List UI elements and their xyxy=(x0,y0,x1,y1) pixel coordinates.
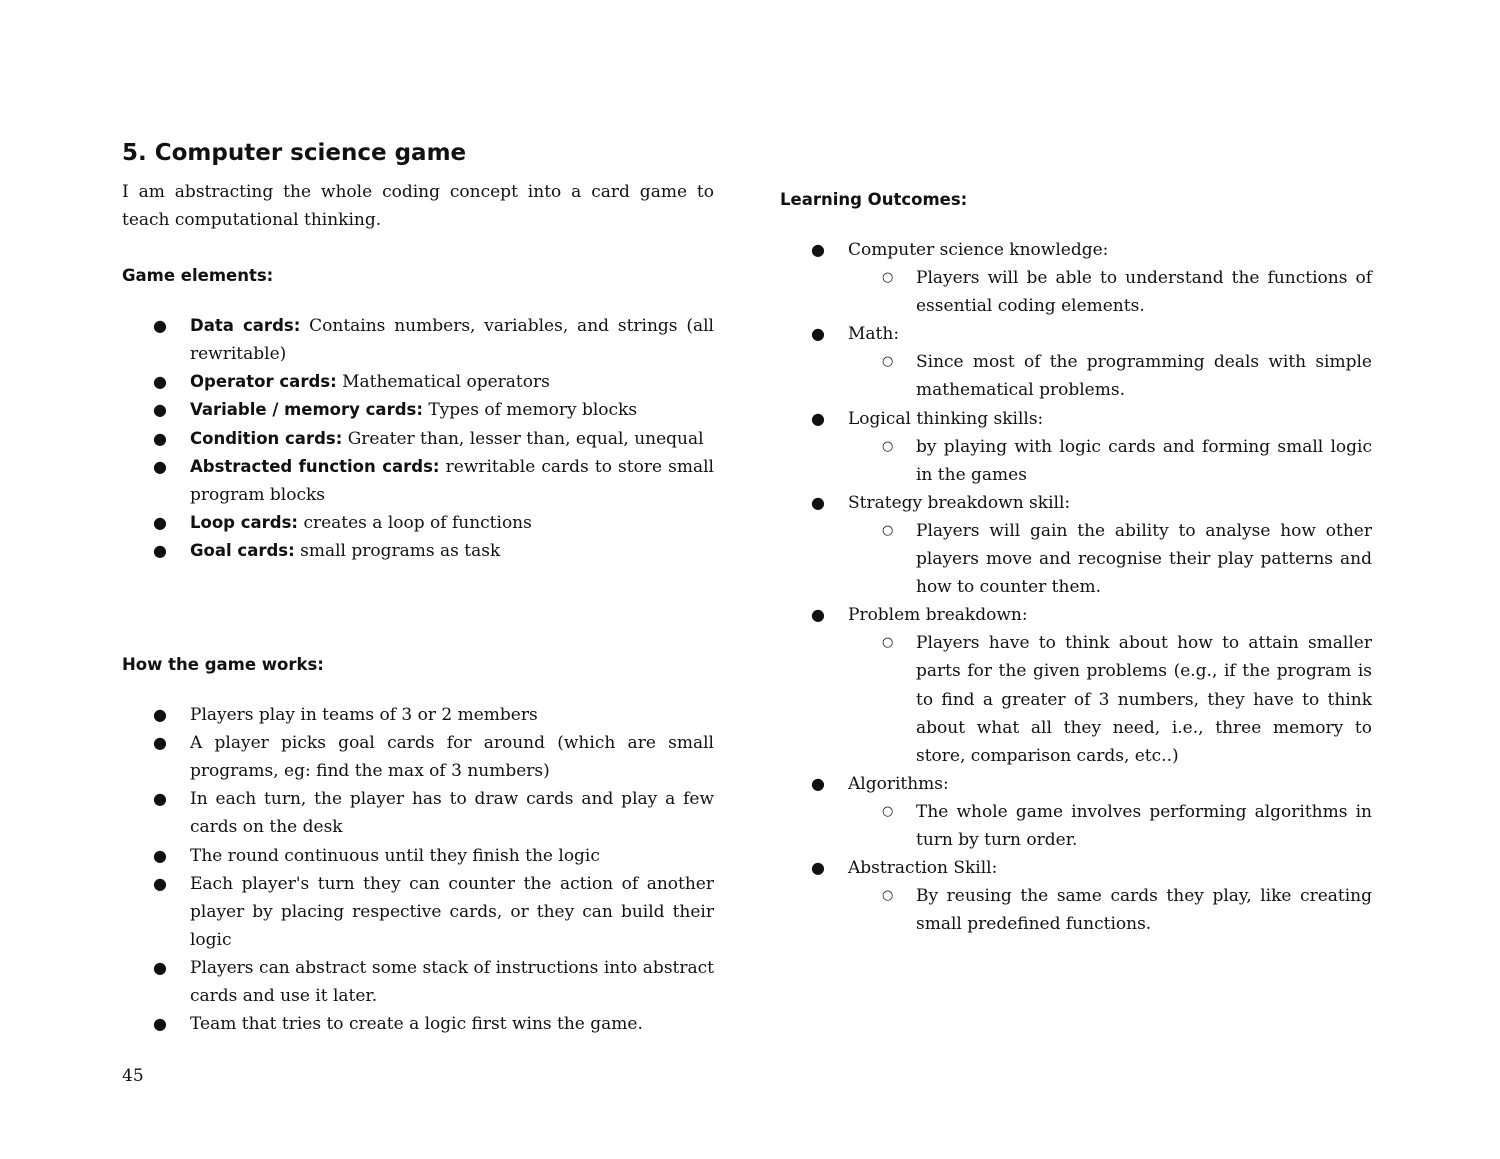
outcome-label: Computer science knowledge: xyxy=(848,240,1109,260)
item-text: Each player's turn they can counter the action of another player by placing respective cards, or they can build their logic xyxy=(190,873,714,950)
sub-list xyxy=(848,433,1372,489)
bullet-icon: ● xyxy=(153,873,167,893)
sub-list-item xyxy=(848,629,1372,769)
outcome-strategy-breakdown xyxy=(780,489,1372,601)
sub-list-item xyxy=(848,798,1372,854)
item-text: Contains numbers, variables, and strings (all rewritable) xyxy=(190,316,714,365)
item-text: rewritable cards to store small program blocks xyxy=(190,456,714,505)
sub-item-text: by playing with logic cards and forming small logic in the games xyxy=(916,436,1372,485)
item-key: Condition cards: xyxy=(190,428,343,448)
outcome-label: Math: xyxy=(848,324,900,345)
list-item xyxy=(122,870,714,954)
list-item-loop-cards xyxy=(122,509,714,537)
item-text: A player picks goal cards for around (which are small programs, eg: find the max of 3 numbers) xyxy=(190,733,714,782)
list-item xyxy=(122,729,714,785)
sub-bullet-icon: ○ xyxy=(882,888,894,904)
item-text: Mathematical operators xyxy=(342,372,550,393)
bullet-icon: ● xyxy=(153,789,167,809)
list-item-operator-cards xyxy=(122,368,714,396)
bullet-icon: ● xyxy=(153,400,167,420)
sub-item-text: Players will gain the ability to analyse how other players move and recognise their play patterns and how to counter them. xyxy=(916,520,1372,598)
sub-list xyxy=(848,882,1372,938)
how-game-works-list xyxy=(122,701,714,1038)
sub-list xyxy=(848,798,1372,854)
bullet-icon: ● xyxy=(153,512,167,532)
sub-bullet-icon: ○ xyxy=(882,803,894,819)
bullet-icon: ● xyxy=(811,408,825,428)
bullet-icon: ● xyxy=(811,605,825,625)
sub-item-text: Players will be able to understand the functions of essential coding elements. xyxy=(916,268,1372,317)
spacer xyxy=(780,214,1372,236)
item-key: Abstracted function cards: xyxy=(190,456,440,476)
item-key: Data cards: xyxy=(190,316,301,336)
sub-item-text: The whole game involves performing algorithms in turn by turn order. xyxy=(916,801,1372,850)
list-item xyxy=(122,842,714,870)
learning-outcomes-list xyxy=(780,236,1372,938)
bullet-icon: ● xyxy=(153,845,167,865)
outcome-abstraction-skill xyxy=(780,854,1372,938)
spacer xyxy=(122,679,714,701)
list-item-variable-memory-cards xyxy=(122,396,714,424)
bullet-icon: ● xyxy=(811,492,825,512)
right-column xyxy=(780,186,1372,938)
outcome-label: Logical thinking skills: xyxy=(848,408,1044,429)
bullet-icon: ● xyxy=(811,858,825,878)
outcome-label: Problem breakdown: xyxy=(848,605,1028,626)
page-number: 45 xyxy=(122,1066,144,1086)
item-key: Goal cards: xyxy=(190,540,295,560)
learning-outcomes-heading: Learning Outcomes: xyxy=(780,190,968,209)
item-text: Players can abstract some stack of instructions into abstract cards and use it later. xyxy=(190,957,714,1006)
bullet-icon: ● xyxy=(153,705,167,725)
intro-paragraph: I am abstracting the whole coding concept into a card game to teach computational thinking. xyxy=(122,182,714,231)
sub-list-item xyxy=(848,348,1372,404)
game-elements-list xyxy=(122,312,714,565)
list-item-goal-cards xyxy=(122,537,714,565)
bullet-icon: ● xyxy=(811,324,825,344)
sub-list xyxy=(848,348,1372,404)
sub-bullet-icon: ○ xyxy=(882,354,894,370)
outcome-label: Algorithms: xyxy=(848,773,949,794)
outcome-label: Abstraction Skill: xyxy=(848,858,998,879)
outcome-problem-breakdown xyxy=(780,601,1372,770)
sub-list xyxy=(848,629,1372,769)
bullet-icon: ● xyxy=(153,957,167,977)
list-item xyxy=(122,954,714,1010)
outcome-computer-science-knowledge xyxy=(780,236,1372,320)
how-game-works-heading: How the game works: xyxy=(122,655,324,675)
item-text: creates a loop of functions xyxy=(303,512,532,533)
sub-list-item xyxy=(848,517,1372,601)
list-item xyxy=(122,1010,714,1038)
bullet-icon: ● xyxy=(153,372,167,392)
list-item-abstracted-function-cards xyxy=(122,453,714,509)
spacer xyxy=(122,565,714,651)
sub-item-text: Since most of the programming deals with simple mathematical problems. xyxy=(916,352,1372,401)
left-column xyxy=(122,178,714,1038)
page-title: 5. Computer science game xyxy=(122,140,467,166)
outcome-logical-thinking xyxy=(780,405,1372,489)
bullet-icon: ● xyxy=(153,316,167,336)
spacer xyxy=(122,234,714,262)
list-item xyxy=(122,785,714,841)
item-text: Players play in teams of 3 or 2 members xyxy=(190,705,538,726)
item-key: Operator cards: xyxy=(190,372,337,392)
bullet-icon: ● xyxy=(153,428,167,448)
item-key: Loop cards: xyxy=(190,512,299,532)
item-text: Greater than, lesser than, equal, unequal xyxy=(347,428,704,449)
list-item-data-cards xyxy=(122,312,714,368)
sub-bullet-icon: ○ xyxy=(882,635,894,651)
item-text: The round continuous until they finish the logic xyxy=(190,845,600,866)
item-text: In each turn, the player has to draw cards and play a few cards on the desk xyxy=(190,789,714,838)
item-text: Team that tries to create a logic first wins the game. xyxy=(190,1014,643,1035)
item-text: Types of memory blocks xyxy=(428,400,638,421)
item-key: Variable / memory cards: xyxy=(190,400,423,420)
bullet-icon: ● xyxy=(811,773,825,793)
sub-item-text: Players have to think about how to attain smaller parts for the given problems (e.g., if the program is to find a greater of 3 numbers, they have to think about what all they need, i.e., three memory to store, comparison cards, etc..) xyxy=(916,633,1372,766)
sub-list xyxy=(848,264,1372,320)
sub-list-item xyxy=(848,433,1372,489)
sub-bullet-icon: ○ xyxy=(882,438,894,454)
bullet-icon: ● xyxy=(153,540,167,560)
sub-list xyxy=(848,517,1372,601)
item-text: small programs as task xyxy=(300,540,501,561)
outcome-label: Strategy breakdown skill: xyxy=(848,492,1071,513)
outcome-math xyxy=(780,320,1372,404)
spacer xyxy=(122,290,714,312)
bullet-icon: ● xyxy=(811,240,825,259)
list-item xyxy=(122,701,714,729)
sub-list-item xyxy=(848,264,1372,320)
sub-item-text: By reusing the same cards they play, like creating small predefined functions. xyxy=(916,886,1372,935)
bullet-icon: ● xyxy=(153,1014,167,1034)
bullet-icon: ● xyxy=(153,733,167,753)
sub-list-item xyxy=(848,882,1372,938)
bullet-icon: ● xyxy=(153,456,167,476)
list-item-condition-cards xyxy=(122,425,714,453)
sub-bullet-icon: ○ xyxy=(882,522,894,538)
outcome-algorithms xyxy=(780,770,1372,854)
sub-bullet-icon: ○ xyxy=(882,270,894,286)
game-elements-heading: Game elements: xyxy=(122,266,274,286)
